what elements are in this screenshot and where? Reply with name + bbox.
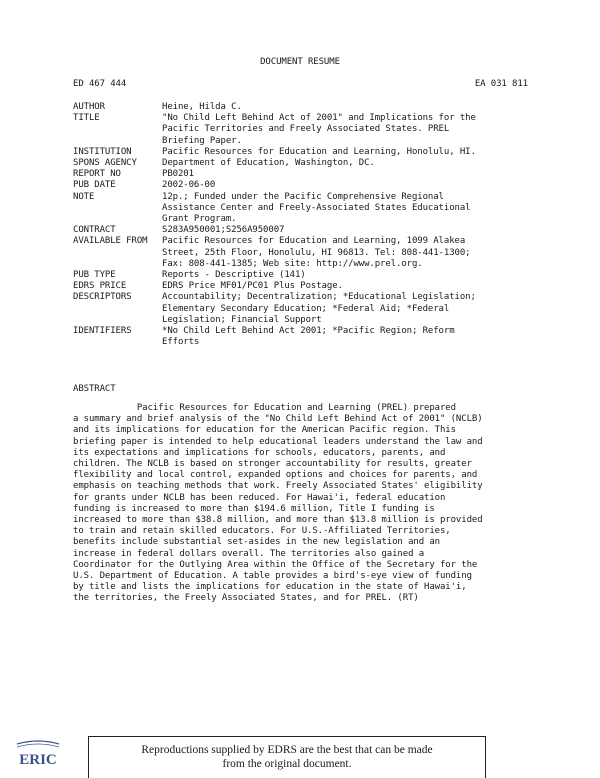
- field-value: Pacific Resources for Education and Learning, 1099 Alakea Street, 25th Floor, Honolulu, HI 96813. Tel: 808-441-1300; Fax: 808-441-1385; Web site: http://www.prel.org.: [162, 236, 471, 269]
- ed-number: ED 467 444: [73, 79, 127, 89]
- field-title: [73, 113, 533, 147]
- ea-number: EA 031 811: [474, 79, 528, 89]
- reproduction-notice: [88, 736, 486, 778]
- field-value: "No Child Left Behind Act of 2001" and Implications for the Pacific Territories and Freely Associated States. PREL Briefing Paper.: [162, 113, 476, 146]
- field-label: AUTHOR: [73, 102, 105, 112]
- eric-logo-text: ERIC: [19, 752, 57, 768]
- abstract-heading: ABSTRACT: [73, 384, 116, 394]
- field-label: NOTE: [73, 191, 95, 202]
- field-label: IDENTIFIERS: [73, 326, 132, 337]
- field-author: [73, 102, 533, 113]
- field-note: [73, 192, 533, 226]
- field-label: PUB TYPE: [73, 270, 116, 281]
- field-value: EDRS Price MF01/PC01 Plus Postage.: [162, 281, 343, 292]
- field-value: Accountability; Decentralization; *Educational Legislation; Elementary Secondary Education; *Federal Aid; *Federal Legislation; Financial Support: [162, 292, 476, 325]
- eric-logo: [14, 740, 62, 770]
- eric-logo-mark: [17, 741, 59, 747]
- document-title: DOCUMENT RESUME: [260, 57, 340, 67]
- field-report-no: [73, 169, 533, 180]
- field-value: 2002-06-00: [162, 180, 216, 191]
- abstract-body: Pacific Resources for Education and Learning (PREL) prepared a summary and brief analysis of the "No Child Left Behind Act of 2001" (NCLB) and its implications for education for the American Pacific region. This briefing paper is intended to help educational leaders understand the law and its expectations and implications for schools, educators, parents, and children. The NCLB is based on stronger accountability for results, greater flexibility and local control, expanded options and choices for parents, and emphasis on teaching methods that work. Freely Associated States' eligibility for grants under NCLB has been reduced. For Hawai'i, federal education funding is increased to more than $194.6 million, Title I funding is increased to more than $38.8 million, and more than $13.8 million is provided to train and retain skilled educators. For U.S.-Affiliated Territories, benefits include substantial set-asides in the new legislation and an increase in federal dollars overall. The territories also gained a Coordinator for the Outlying Area within the Office of the Secretary for the U.S. Department of Education. A table provides a bird's-eye view of funding by title and lists the implications for education in the state of Hawai'i, the territories, the Freely Associated States, and for PREL. (RT): [73, 403, 483, 604]
- field-label: REPORT NO: [73, 169, 121, 180]
- field-contract: [73, 225, 533, 236]
- field-label: DESCRIPTORS: [73, 292, 132, 303]
- field-value: Heine, Hilda C.: [162, 102, 242, 112]
- field-spons-agency: [73, 158, 533, 169]
- field-edrs-price: [73, 281, 533, 292]
- field-descriptors: [73, 292, 533, 326]
- field-label: INSTITUTION: [73, 146, 132, 157]
- field-value: Pacific Resources for Education and Learning, Honolulu, HI.: [162, 146, 476, 157]
- field-value: PB0201: [162, 169, 194, 180]
- field-label: EDRS PRICE: [73, 281, 127, 292]
- field-label: CONTRACT: [73, 225, 116, 236]
- reproduction-notice-line-1: Reproductions supplied by EDRS are the best that can be made: [141, 744, 433, 756]
- field-pub-date: [73, 180, 533, 191]
- field-institution: [73, 147, 533, 158]
- field-label: PUB DATE: [73, 180, 116, 191]
- resume-fields: [73, 102, 533, 348]
- field-label: TITLE: [73, 113, 100, 124]
- field-label: SPONS AGENCY: [73, 158, 137, 169]
- field-pub-type: [73, 270, 533, 281]
- field-value: *No Child Left Behind Act 2001; *Pacific Region; Reform Efforts: [162, 326, 455, 348]
- field-available-from: [73, 236, 533, 270]
- field-identifiers: [73, 326, 533, 348]
- field-label: AVAILABLE FROM: [73, 236, 148, 247]
- field-value: Reports - Descriptive (141): [162, 270, 306, 281]
- reproduction-notice-line-2: from the original document.: [222, 758, 352, 770]
- field-value: Department of Education, Washington, DC.: [162, 158, 375, 169]
- field-value: S283A950001;S256A950007: [162, 225, 285, 236]
- field-value: 12p.; Funded under the Pacific Comprehensive Regional Assistance Center and Freely-Associated States Educational Grant Program.: [162, 191, 471, 225]
